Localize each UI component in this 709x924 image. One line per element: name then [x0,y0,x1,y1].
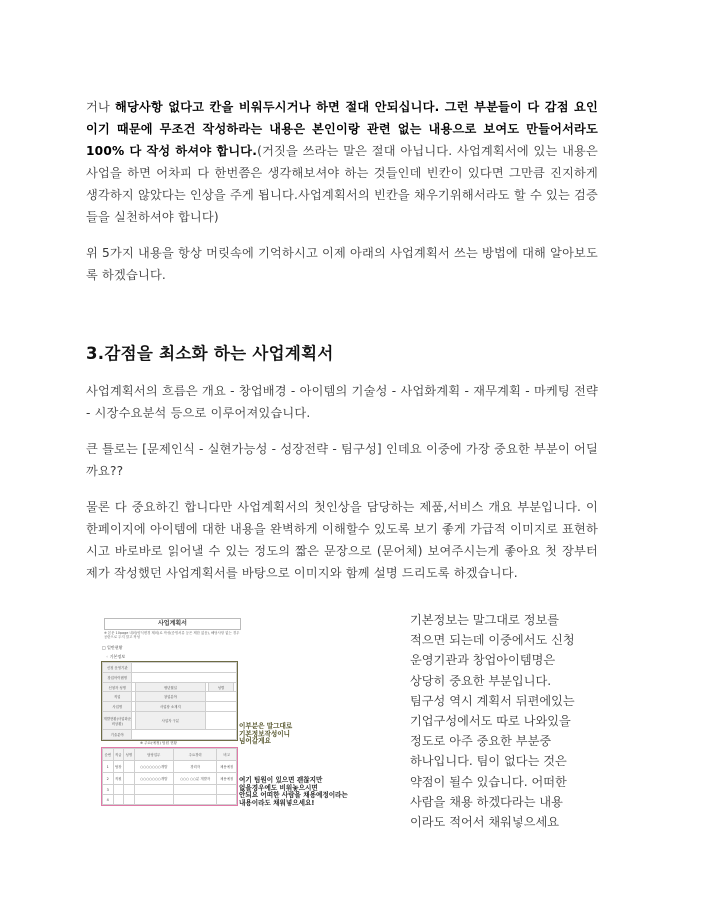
intro-paragraph [86,96,598,228]
table-row [103,761,237,773]
annotation-line: 넘어갈게요 [239,737,271,746]
paragraph-transition: 위 5가지 내용을 항상 머릿속에 기억하시고 이제 아래의 사업계획서 쓰는 방법에 대해 알아보도록 하겠습니다. [86,246,598,282]
figure-explanation [410,610,610,832]
table-row [103,663,237,673]
table-row [103,712,237,730]
explanation-line: 사람을 채용 하겠다라는 내용 [410,794,563,809]
explanation-line: 정도로 아주 중요한 부분중 [410,734,552,749]
intro-rest: (거짓을 쓰라는 말은 절대 아닙니다. 사업계획서에 있는 내용은 사업을 하면 어차피 다 한번쯤은 생각해보셔야 하는 것들인데 빈칸이 있다면 그만큼 진지하게 생각하지 않았다는 인상을 주게 됩니다.사업계획서의 빈칸을 채우기위해서라도 할 수 있는 검증들을 실천하셔야 합니다) [86,144,599,224]
explanation-line: 약점이 될수 있습니다. 어떠한 [410,774,567,789]
form-description: ※ 본문 10page 내외(양식변경 제외)로 작성(증빙서류 등은 제한 없음), 해당사항 없는 경우 공란으로 두지 말고 작성 [104,631,240,640]
explanation-line: 기본정보는 말그대로 정보를 [410,613,560,627]
table-cell: 1 [103,761,114,773]
table-cell: 직업 [103,692,132,702]
intro-bold-text: 해당사항 없다고 칸을 비워두시거나 하면 절대 안되십니다. 그런 부분들이 다 감점 요인이기 때문에 무조건 작성하라는 내용은 본인이랑 관련 없는 내용으로 보여도 만들어서라도 100% 다 작성 하셔야 합니다. [86,100,598,158]
table-cell [134,795,173,805]
table-cell: 사업명 [103,702,132,712]
table-row [103,795,237,805]
table-cell: 생년월일 [135,682,205,692]
table-cell: 3 [103,785,114,795]
annotation-line: 안되요 어떠한 사람을 채용예정이라는 [239,791,348,800]
table-cell: 개발현황(사업화준비상황) [103,712,132,730]
column-header: 직급 [113,749,124,761]
table-cell [217,795,237,805]
column-header: 주요경력 [173,749,216,761]
table-cell [132,672,237,682]
table-header-row [103,749,237,761]
explanation-line: 하나입니다. 팀이 없다는 것은 [410,754,567,769]
section-paragraph-2: 큰 틀로는 [문제인식 - 실현가능성 - 성장전략 - 팀구성] 인데요 이중에 가장 중요한 부분이 어딜까요?? [86,442,598,478]
column-header: 순번 [103,749,114,761]
table-cell: ○○○ ○○분 개발자 [173,773,216,785]
table-cell: ○○○○○○○개발 [134,761,173,773]
annotation-line: 기본정보작성이니 [239,729,290,738]
table-cell [124,773,135,785]
table-cell: 직원 [113,773,124,785]
table-cell: ○○○○○○○개발 [134,773,173,785]
annotation-line: 이부분은 말그대로 [239,722,293,730]
form-section-basic-info: ◦ 기본정보 [106,654,126,659]
explanation-line: 이라도 적어서 채워넣으세요 [410,815,560,830]
table-cell: 2 [103,773,114,785]
annotation-basic-info [239,723,292,746]
table-cell [206,702,237,712]
table-cell [134,785,173,795]
table-row [103,692,237,702]
table-cell [217,785,237,795]
section-paragraph-3: 물론 다 중요하긴 합니다만 사업계획서의 첫인상을 담당하는 제품,서비스 개요 부분입니다. 이 한페이지에 아이템에 대한 내용을 완벽하게 이해할수 있도록 보기 좋게 가급적 이미지로 표현하시고 바로바로 읽어낼 수 있는 정도의 짧은 문장으로 (문어체) 보여주시는게 좋아요 첫 장부터 제가 작성했던 사업계획서를 바탕으로 이미지와 함께 설명 드리도록 하겠습니다. [86,500,598,580]
table-cell [124,785,135,795]
table-cell: 4 [103,795,114,805]
table-cell: 기술분야 [103,730,132,740]
table-cell [113,785,124,795]
table-cell [132,730,237,740]
basic-info-table [101,661,238,741]
table-cell: 사업장 소재지 [135,702,205,712]
table-cell [173,785,216,795]
table-cell [124,795,135,805]
column-header: 비고 [217,749,237,761]
annotation-line: 없을경우에도 비워놓으시면 [239,783,318,792]
table-cell: 사업자 구분 [135,712,205,730]
business-plan-form-image [100,614,370,829]
document-body [86,96,598,286]
table-cell: 창업아이템명 [103,672,132,682]
table-cell [124,761,135,773]
table-cell [206,692,237,702]
annotation-team [239,777,348,807]
section-heading: 3.감점을 최소화 하는 사업계획서 [86,344,334,363]
table-cell: 팀장 [113,761,124,773]
table-cell: 창업분야 [135,692,205,702]
table-cell: 채용예정 [217,773,237,785]
table-cell: 경력자 [173,761,216,773]
table-cell [173,795,216,805]
table-row [103,682,237,692]
explanation-line: 팀구성 역시 계획서 뒤편에있는 [410,693,575,708]
table-cell: 성별 [209,682,233,692]
table-row [103,773,237,785]
table-cell [113,795,124,805]
form-title: 사업계획서 [104,618,241,630]
table-cell [206,712,237,730]
table-cell: 신청자 성명 [103,682,132,692]
table-row [103,730,237,740]
column-header: 담당업무 [134,749,173,761]
table-cell: 신청 운영기관 [103,663,132,673]
annotation-line: 여기 팀원이 있으면 괜찮지만 [239,776,323,784]
explanation-line: 적으면 되는데 이중에서도 신청 [410,633,575,648]
team-table [101,747,238,806]
team-table-caption: ※ 주요(예정) 팀원 현황 [140,741,178,745]
annotation-line: 내용이라도 채워넣으세요! [239,798,315,807]
explanation-line: 운영기관과 창업아이템명은 [410,653,556,668]
intro-lead: 거나 [86,100,115,114]
table-row [103,702,237,712]
explanation-line: 기업구성에서도 따로 나와있을 [410,714,571,729]
section-paragraph-1: 사업계획서의 흐름은 개요 - 창업배경 - 아이템의 기술성 - 사업화계획 - 재무계획 - 마케팅 전략 - 시장수요분석 등으로 이루어져있습니다. [86,384,598,420]
table-cell [132,663,237,673]
table-cell [233,682,236,692]
table-row [103,672,237,682]
table-cell: 채용예정 [217,761,237,773]
table-row [103,785,237,795]
section-body [86,380,598,584]
explanation-line: 상당히 중요한 부분입니다. [410,673,552,688]
form-section-general: □ 일반현황 [102,645,123,650]
column-header: 성명 [124,749,135,761]
